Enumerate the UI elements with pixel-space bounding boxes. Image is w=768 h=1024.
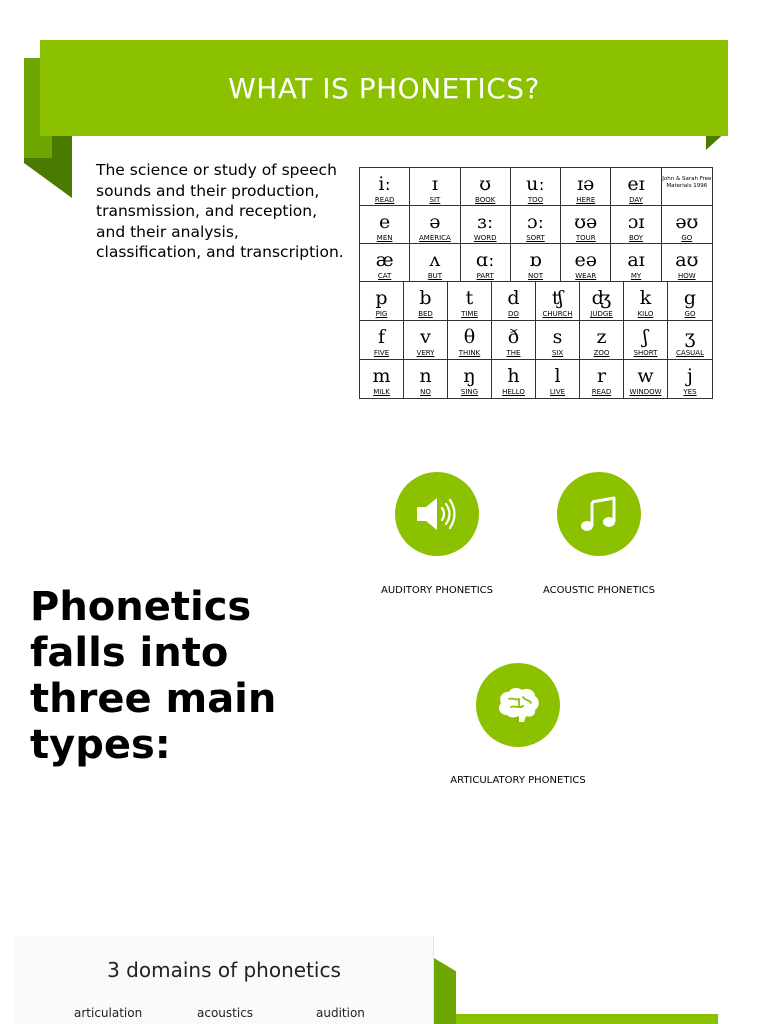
ipa-symbol: ɔɪ: [627, 211, 645, 233]
ipa-cell: [360, 321, 404, 359]
ipa-symbol: ʧ: [551, 287, 564, 309]
ipa-cell: [611, 206, 661, 243]
ipa-cell: [580, 321, 624, 359]
title-banner: [40, 40, 728, 136]
ipa-example-word: CHURCH: [542, 310, 573, 318]
ipa-symbol: iː: [378, 173, 391, 195]
ipa-cell: [360, 168, 410, 205]
ipa-cell: [360, 282, 404, 320]
ipa-symbol: ŋ: [463, 365, 476, 387]
ipa-example-word: JUDGE: [590, 310, 613, 318]
ipa-symbol: aɪ: [627, 249, 645, 271]
articulatory-phonetics-label: ARTICULATORY PHONETICS: [450, 775, 586, 786]
ipa-cell: [511, 206, 561, 243]
ipa-example-word: WEAR: [575, 272, 597, 280]
ipa-example-word: NOT: [527, 272, 543, 280]
domains-title: 3 domains of phonetics: [107, 958, 341, 982]
ipa-symbol: eɪ: [627, 173, 645, 195]
ipa-consonant-row: [360, 282, 712, 321]
ipa-symbol: aʊ: [675, 249, 699, 271]
ipa-cell: [448, 282, 492, 320]
ipa-symbol: ʊə: [574, 211, 598, 233]
ipa-example-word: HOW: [677, 272, 696, 280]
ipa-symbol: ɜː: [477, 211, 494, 233]
ipa-symbol: z: [596, 326, 607, 348]
ipa-symbol: e: [379, 211, 391, 233]
ipa-symbol: ɑː: [475, 249, 495, 271]
domain-articulation: articulation: [74, 1006, 143, 1020]
ipa-symbol: h: [507, 365, 520, 387]
ipa-vowel-row: [360, 244, 712, 282]
ipa-example-word: TIME: [461, 310, 478, 318]
domain-audition: audition: [316, 1006, 365, 1020]
ipa-cell: [448, 321, 492, 359]
ipa-example-word: HERE: [576, 196, 596, 204]
ipa-symbol: g: [683, 287, 697, 309]
ipa-cell: [536, 282, 580, 320]
ipa-symbol: m: [372, 365, 391, 387]
ipa-symbol: θ: [463, 326, 476, 348]
ipa-symbol: uː: [526, 173, 545, 195]
ipa-symbol: k: [639, 287, 652, 309]
ipa-cell: [448, 360, 492, 399]
ipa-symbol: j: [687, 365, 693, 387]
ipa-cell: [611, 244, 661, 281]
auditory-phonetics-circle: [395, 472, 479, 556]
articulatory-phonetics-circle: [476, 663, 560, 747]
ipa-cell: [404, 282, 448, 320]
phonetics-definition: The science or study of speech sounds and their production, transmission, and reception, and their analysis, classification, and transcription.: [96, 161, 344, 261]
ipa-cell: [561, 168, 611, 205]
ipa-example-word: VERY: [416, 349, 435, 357]
ipa-symbol: b: [419, 287, 432, 309]
ipa-cell: [360, 244, 410, 281]
ipa-cell: [360, 360, 404, 399]
ipa-cell: [511, 168, 561, 205]
ipa-example-word: THE: [506, 349, 521, 357]
ipa-symbol: r: [596, 365, 607, 387]
ipa-cell: [410, 168, 460, 205]
ipa-cell: [561, 244, 611, 281]
ipa-symbol: p: [375, 287, 388, 309]
music-note-icon: [579, 494, 619, 534]
ipa-cell: [492, 282, 536, 320]
ipa-example-word: YES: [683, 388, 697, 396]
ipa-example-word: ZOO: [593, 349, 610, 357]
ipa-example-word: SIT: [429, 196, 441, 204]
ipa-symbol: s: [552, 326, 563, 348]
bottom-banner: [456, 1014, 718, 1024]
ipa-symbol: eə: [574, 249, 598, 271]
ipa-symbol: d: [507, 287, 520, 309]
ipa-example-word: CASUAL: [676, 349, 704, 357]
ipa-cell: [561, 206, 611, 243]
ipa-symbol: v: [420, 326, 431, 348]
ipa-cell: [624, 360, 668, 399]
ipa-cell: [461, 168, 511, 205]
ipa-example-word: PART: [476, 272, 494, 280]
ipa-example-word: WINDOW: [629, 388, 662, 396]
ipa-cell: [410, 244, 460, 281]
ipa-example-word: MILK: [373, 388, 390, 396]
bottom-banner-fold: [434, 958, 456, 1024]
ipa-cell: [511, 244, 561, 281]
ipa-symbol: ɪ: [431, 173, 438, 195]
ipa-symbol: ɪə: [577, 173, 595, 195]
ipa-example-word: BOY: [629, 234, 644, 242]
ipa-symbol: ʌ: [429, 249, 441, 271]
speaker-icon: [414, 494, 460, 534]
ipa-cell: [580, 360, 624, 399]
acoustic-phonetics-label: ACOUSTIC PHONETICS: [542, 585, 655, 596]
ipa-cell: [461, 206, 511, 243]
ipa-cell: [536, 360, 580, 399]
ipa-cell: [668, 321, 712, 359]
ipa-vowel-row: [360, 206, 712, 244]
ipa-example-word: READ: [374, 196, 395, 204]
auditory-phonetics-label: AUDITORY PHONETICS: [381, 585, 493, 596]
ipa-cell: [492, 360, 536, 399]
ipa-example-word: CAT: [377, 272, 392, 280]
ipa-example-word: DO: [508, 310, 519, 318]
ipa-cell: [624, 282, 668, 320]
ipa-symbol: ə: [429, 211, 441, 233]
ipa-cell: [611, 168, 661, 205]
ipa-symbol: ʊ: [479, 173, 492, 195]
ipa-symbol: t: [465, 287, 474, 309]
ipa-example-word: TOUR: [575, 234, 596, 242]
ipa-cell: [624, 321, 668, 359]
ipa-example-word: SIX: [551, 349, 564, 357]
ipa-chart: [359, 167, 713, 399]
ipa-example-word: PIG: [375, 310, 388, 318]
ipa-symbol: ɔː: [526, 211, 544, 233]
ipa-symbol: ʒ: [684, 326, 696, 348]
ipa-example-word: AMERICA: [418, 234, 451, 242]
ipa-cell: [410, 206, 460, 243]
ipa-example-word: MY: [630, 272, 642, 280]
ipa-cell: [662, 244, 712, 281]
ipa-cell: [668, 282, 712, 320]
ipa-consonant-row: [360, 360, 712, 399]
ipa-credit: John & Sarah Free Materials 1996: [662, 176, 712, 189]
ipa-symbol: l: [554, 365, 561, 387]
ipa-cell: [461, 244, 511, 281]
ipa-example-word: HELLO: [502, 388, 525, 396]
ipa-example-word: SHORT: [633, 349, 658, 357]
ipa-example-word: NO: [420, 388, 431, 396]
ipa-symbol: ɒ: [529, 249, 542, 271]
page-title: WHAT IS PHONETICS?: [228, 71, 540, 105]
ipa-cell: [580, 282, 624, 320]
ipa-example-word: GO: [681, 234, 693, 242]
ipa-example-word: BUT: [427, 272, 443, 280]
ipa-symbol: ʤ: [591, 287, 612, 309]
ipa-cell: [404, 360, 448, 399]
acoustic-phonetics-circle: [557, 472, 641, 556]
ipa-vowel-row: [360, 168, 712, 206]
ipa-symbol: əʊ: [675, 211, 699, 233]
ipa-example-word: BED: [418, 310, 433, 318]
ipa-example-word: GO: [684, 310, 696, 318]
types-heading: Phonetics falls into three main types:: [30, 584, 277, 768]
ipa-cell: [668, 360, 712, 399]
ipa-symbol: ʃ: [642, 326, 649, 348]
ipa-symbol: n: [419, 365, 432, 387]
ipa-example-word: SING: [460, 388, 479, 396]
ipa-consonant-row: [360, 321, 712, 360]
ipa-example-word: BOOK: [475, 196, 496, 204]
ipa-cell: [360, 206, 410, 243]
ipa-example-word: SORT: [526, 234, 545, 242]
ipa-cell: [536, 321, 580, 359]
ipa-example-word: KILO: [637, 310, 654, 318]
ipa-symbol: ð: [507, 326, 520, 348]
ipa-cell: [404, 321, 448, 359]
ipa-example-word: READ: [591, 388, 612, 396]
ipa-example-word: DAY: [629, 196, 643, 204]
ipa-example-word: FIVE: [373, 349, 390, 357]
ipa-example-word: MEN: [376, 234, 393, 242]
ipa-example-word: LIVE: [549, 388, 566, 396]
brain-icon: [495, 685, 541, 725]
ipa-cell: [492, 321, 536, 359]
domain-acoustics: acoustics: [197, 1006, 254, 1020]
ipa-example-word: WORD: [473, 234, 497, 242]
ipa-cell: [662, 206, 712, 243]
ipa-symbol: f: [377, 326, 386, 348]
ipa-example-word: TOO: [527, 196, 544, 204]
ipa-example-word: THINK: [458, 349, 481, 357]
ipa-symbol: æ: [375, 249, 394, 271]
ipa-symbol: w: [637, 365, 654, 387]
